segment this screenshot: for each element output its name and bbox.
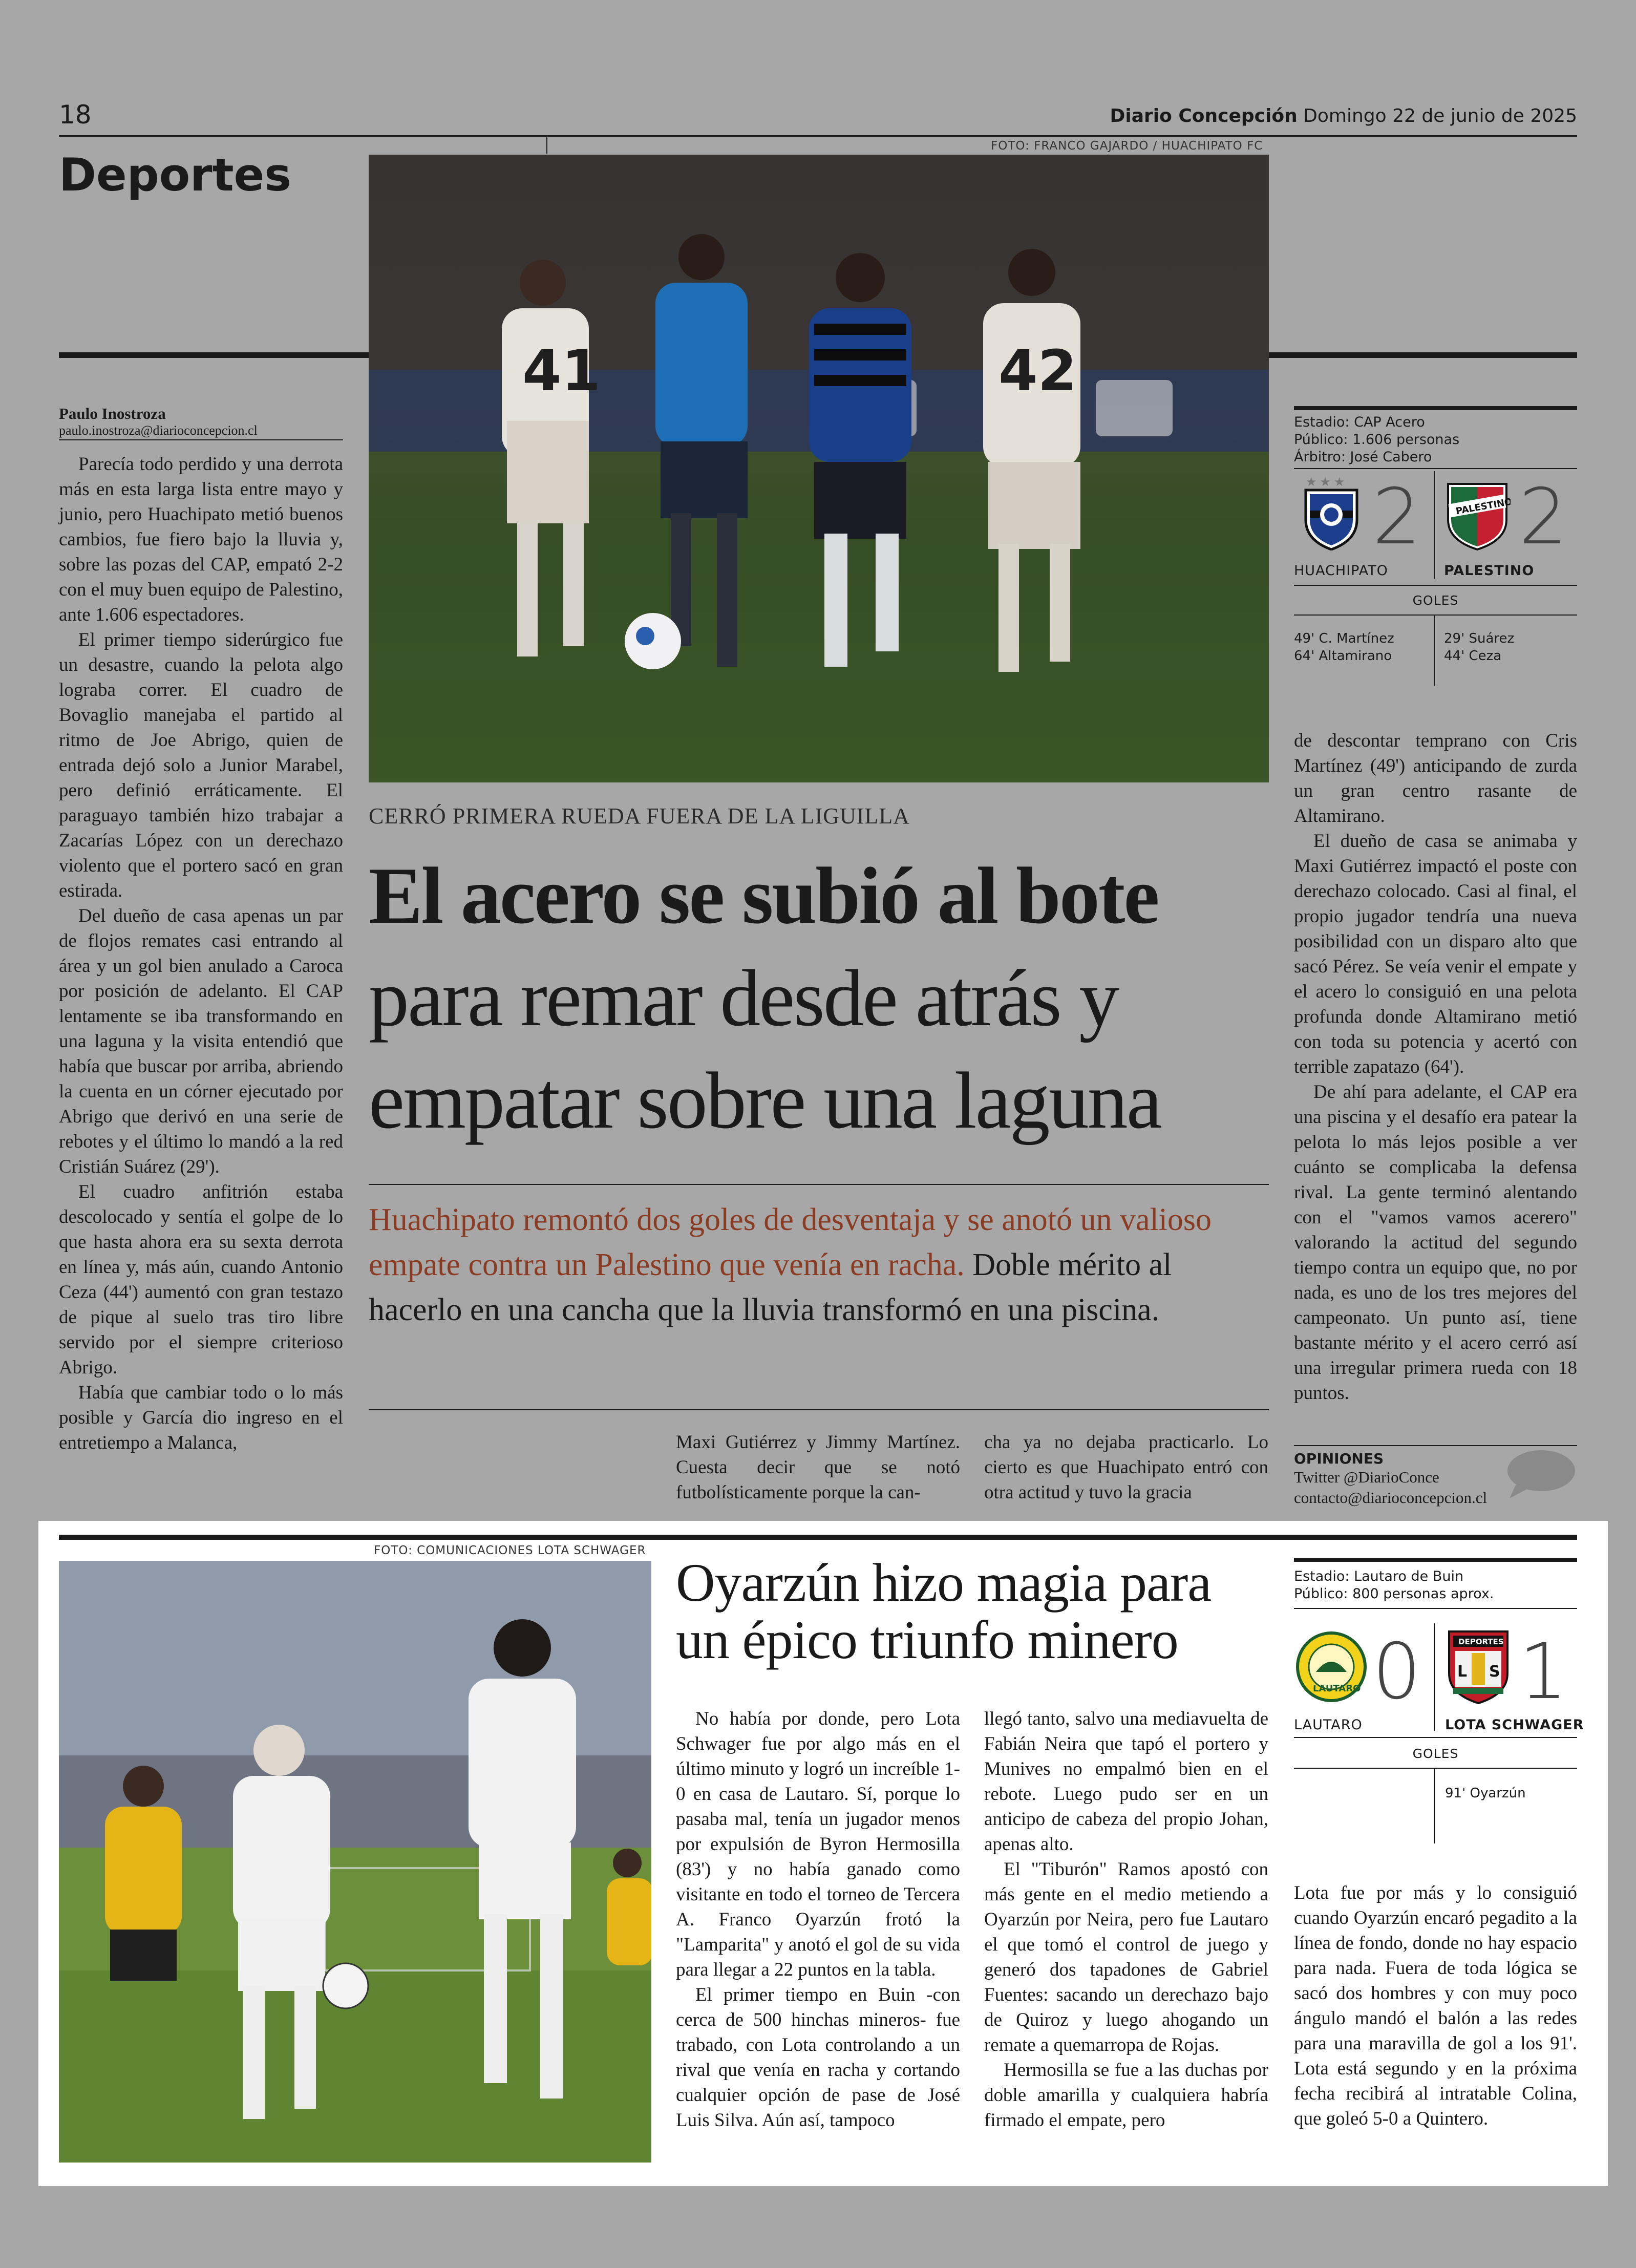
- away-goals: [1444, 630, 1514, 665]
- match2-facts-rule: [1294, 1608, 1577, 1609]
- away-team-name: PALESTINO: [1444, 563, 1535, 579]
- palestino-crest-icon: [1444, 479, 1511, 550]
- stadium: Estadio: Lautaro de Buin: [1294, 1568, 1464, 1584]
- home-score-2: 0: [1372, 1627, 1421, 1716]
- main-photo-credit: FOTO: FRANCO GAJARDO / HUACHIPATO FC: [991, 139, 1263, 153]
- attendance: Público: 1.606 personas: [1294, 432, 1460, 448]
- goal-entry: 49' C. Martínez: [1294, 631, 1394, 646]
- opinions-email[interactable]: contacto@diarioconcepcion.cl: [1294, 1489, 1488, 1507]
- second-col-1: [676, 1706, 960, 2133]
- match-facts-rule: [1294, 468, 1577, 469]
- goals2-divider: [1434, 1768, 1435, 1843]
- match2-facts: [1294, 1568, 1577, 1603]
- home-score: 2: [1372, 473, 1421, 562]
- main-photo: [369, 155, 1269, 782]
- referee: Árbitro: José Cabero: [1294, 449, 1432, 465]
- opinions-title: OPINIONES: [1294, 1450, 1384, 1467]
- paragraph: Había que cambiar todo o lo más posible y García dio ingreso en el entretiempo a Malanca,: [59, 1382, 343, 1453]
- goals-label-2: GOLES: [1412, 1746, 1459, 1761]
- paragraph: El primer tiempo siderúrgico fue un desastre, cuando la pelota algo lograba correr. El cuadro de Bovaglio manejaba el partido al ritmo de Joe Abrigo, quien de entrada dejó solo a Junior Marabel, pero definió erráticamente. El paraguayo también hizo trabajar a Zacarías López con un derechazo violento que el portero sacó en gran estirada.: [59, 629, 343, 901]
- deck-rule-top: [369, 1184, 1269, 1185]
- main-photo-image: [369, 155, 1269, 782]
- second-headline-line-1: Oyarzún hizo magia para: [676, 1553, 1212, 1613]
- goals2-rule: [1294, 1768, 1577, 1769]
- headline: [369, 845, 1285, 1152]
- goals-rule: [1294, 614, 1577, 616]
- paragraph: No había por donde, pero Lota Schwager fue por algo más en el último minuto y logró un increíble 1-0 en casa de Lautaro. Sí, porque lo pasaba mal, tenía un jugador menos por expulsión de Byron Hermosilla (83') y no había ganado como visitante en todo el torneo de Tercera A. Franco Oyarzún frotó la "Lamparita" y anotó el gol de su vida para llegar a 22 puntos en la tabla.: [676, 1708, 960, 1980]
- second-photo-credit: FOTO: COMUNICACIONES LOTA SCHWAGER: [374, 1544, 646, 1557]
- main-col-3: [984, 1430, 1268, 1505]
- page-number: 18: [59, 100, 92, 130]
- paragraph: llegó tanto, salvo una mediavuelta de Fabián Neira que tapó el portero y Munives no empalmó bien en el rebote. Luego pudo ser en un anticipo de cabeza del propio Johan, apenas alto.: [984, 1708, 1268, 1855]
- away-team-name-2: LOTA SCHWAGER: [1445, 1717, 1584, 1733]
- goals-label: GOLES: [1412, 593, 1459, 608]
- paragraph: El "Tiburón" Ramos apostó con más gente en el medio metiendo a Oyarzún por Neira, pero fue Lautaro el que tomó el control de juego y generó dos tapadones de Gabriel Fuentes: sacando un derechazo bajo de Quiroz y luego ahogando un remate a quemarropa de Rojas.: [984, 1859, 1268, 2055]
- second-headline-line-2: un épico triunfo minero: [676, 1610, 1178, 1670]
- deck-highlight: Huachipato remontó dos goles de desventaja y se anotó un valioso empate contra un Palestino que venía en racha.: [369, 1202, 1212, 1282]
- paragraph: El dueño de casa se animaba y Maxi Gutiérrez impactó el poste con derechazo colocado. Casi al final, el propio jugador tendría una nueva posibilidad con un disparo alto que sacó Pérez. Se veía venir el empate y el acero lo consiguió en una pelota profunda donde Altamirano metió con toda su potencia y acertó con terrible zapatazo (64').: [1294, 831, 1577, 1077]
- lautaro-crest-text: LAUTARO: [1313, 1683, 1361, 1694]
- stadium: Estadio: CAP Acero: [1294, 414, 1425, 430]
- second-headline: [676, 1554, 1270, 1669]
- huachipato-crest-icon: [1301, 474, 1362, 550]
- home-team-name: HUACHIPATO: [1294, 563, 1388, 579]
- section-rule-right: [1269, 352, 1577, 358]
- byline-author: Paulo Inostroza: [59, 405, 166, 422]
- home-team-name-2: LAUTARO: [1294, 1717, 1363, 1733]
- header-rule: [59, 135, 1577, 137]
- away-score: 2: [1519, 473, 1568, 562]
- svg-text:★ ★ ★: ★ ★ ★: [1306, 476, 1345, 489]
- opinions-twitter[interactable]: Twitter @DiarioConce: [1294, 1468, 1439, 1486]
- paragraph: Hermosilla se fue a las duchas por doble amarilla y cualquiera habría firmado el empate, pero: [984, 2060, 1268, 2131]
- main-col-1: [59, 452, 343, 1455]
- section-title: Deportes: [59, 149, 291, 201]
- goal-entry: 91' Oyarzún: [1445, 1786, 1526, 1801]
- lautaro-crest-icon: [1295, 1631, 1367, 1703]
- paragraph: De ahí para adelante, el CAP era una piscina y el desafío era patear la pelota lo más lejos posible a ver cuánto se complicaba la defensa rival. La gente terminó alentando con el "vamos vamos acerero" valorando la actitud del segundo tiempo contra un equipo que, no por nada, es uno de los tres mejores del campeonato. Un punto así, tiene bastante mérito y el acero cerró así una irregular primera rueda con 18 puntos.: [1294, 1082, 1577, 1404]
- headline-line-3: empatar sobre una laguna: [369, 1056, 1161, 1146]
- attendance: Público: 800 personas aprox.: [1294, 1586, 1494, 1602]
- score-divider: [1434, 471, 1435, 579]
- paragraph: El cuadro anfitrión estaba descolocado y sentía el golpe de lo que hasta ahora era su sexta derrota en línea y, más aún, cuando Antonio Ceza (44') aumentó con gran testazo de pique al suelo tras tiro libre servido por el siempre criterioso Abrigo.: [59, 1181, 343, 1378]
- goal-entry: 44' Ceza: [1444, 648, 1502, 664]
- second-photo-image: [59, 1561, 651, 2163]
- headline-line-1: El acero se subió al bote: [369, 851, 1158, 941]
- team-rule: [1294, 585, 1577, 586]
- issue-date: Domingo 22 de junio de 2025: [1303, 105, 1577, 126]
- paragraph: de descontar temprano con Cris Martínez (49') anticipando de zurda un gran centro rasante de Altamirano.: [1294, 730, 1577, 826]
- away-goals-2: [1445, 1785, 1526, 1802]
- svg-text:41: 41: [522, 338, 601, 404]
- goal-entry: 64' Altamirano: [1294, 648, 1392, 664]
- lota-crest-letter-l: L: [1457, 1663, 1468, 1681]
- score2-divider: [1434, 1623, 1435, 1731]
- match-box-rule: [1294, 406, 1577, 410]
- masthead: [1110, 105, 1577, 126]
- kicker: CERRÓ PRIMERA RUEDA FUERA DE LA LIGUILLA: [369, 803, 910, 829]
- byline: [59, 405, 343, 438]
- newspaper-name: Diario Concepción: [1110, 105, 1298, 126]
- opinions-rule: [1294, 1445, 1577, 1446]
- away-score-2: 1: [1519, 1627, 1568, 1716]
- main-col-2: [676, 1430, 960, 1505]
- second-photo: [59, 1561, 651, 2163]
- header-divider: [546, 135, 547, 154]
- match2-box-rule: [1294, 1558, 1577, 1562]
- paragraph: Maxi Gutiérrez y Jimmy Martínez. Cuesta decir que se notó futbolísticamente porque la can-: [676, 1432, 960, 1503]
- deck: [369, 1197, 1234, 1332]
- lota-crest-letter-s: S: [1489, 1663, 1500, 1681]
- paragraph: cha ya no dejaba practicarlo. Lo cierto es que Huachipato entró con otra actitud y tuvo la gracia: [984, 1432, 1268, 1503]
- goal-entry: 29' Suárez: [1444, 631, 1515, 646]
- speech-bubble-icon: [1504, 1449, 1576, 1503]
- paragraph: Parecía todo perdido y una derrota más en esta larga lista entre mayo y junio, pero Huachipato metió buenos cambios, fue fiero bajo la lluvia y, sobre las pozas del CAP, empató 2-2 con el muy buen equipo de Palestino, ante 1.606 espectadores.: [59, 454, 343, 625]
- byline-email: paulo.inostroza@diarioconcepcion.cl: [59, 423, 258, 438]
- second-col-2: [984, 1706, 1268, 2133]
- lota-crest-top-text: DEPORTES: [1458, 1637, 1504, 1646]
- match-facts: [1294, 414, 1577, 466]
- second-col-3: [1294, 1880, 1577, 2131]
- palestino-crest-text: PALESTINO: [1455, 496, 1511, 517]
- home-goals: [1294, 630, 1394, 665]
- headline-line-2: para remar desde atrás y: [369, 953, 1118, 1043]
- lota-schwager-crest-icon: [1445, 1627, 1512, 1704]
- paragraph: Del dueño de casa apenas un par de flojos remates casi entrando al área y un gol bien anulado a Caroca por posición de adelanto. El CAP lentamente se iba transformando en una laguna y la visita entendió que había que buscar por arriba, abriendo la cuenta en un córner ejecutado por Abrigo que derivó en una serie de rebotes y el último lo mandó a la red Cristián Suárez (29').: [59, 905, 343, 1177]
- goals-divider: [1434, 614, 1435, 686]
- paragraph: El primer tiempo en Buin -con cerca de 500 hinchas mineros- fue trabado, con Lota controlando a un rival que venía en racha y cortando cualquier opción de pase de José Luis Silva. Aún así, tampoco: [676, 1984, 960, 2131]
- main-col-4: [1294, 728, 1577, 1406]
- svg-text:42: 42: [998, 338, 1077, 404]
- section-rule-left: [59, 352, 369, 358]
- byline-rule: [59, 439, 343, 440]
- second-story-rule: [59, 1535, 1577, 1540]
- deck-rule-bottom: [369, 1409, 1269, 1410]
- team2-rule: [1294, 1737, 1577, 1738]
- deck-rest: Doble mérito al hacerlo en una cancha que la lluvia transformó en una piscina.: [369, 1247, 1172, 1327]
- paragraph: Lota fue por más y lo consiguió cuando Oyarzún encaró pegadito a la línea de fondo, donde no hay espacio para nada. Fuera de toda lógica se sacó dos hombres y con muy poco ángulo mandó el balón a las redes para una maravilla de gol a los 91'. Lota está segundo y en la próxima fecha recibirá al intratable Colina, que goleó 5-0 a Quintero.: [1294, 1882, 1577, 2129]
